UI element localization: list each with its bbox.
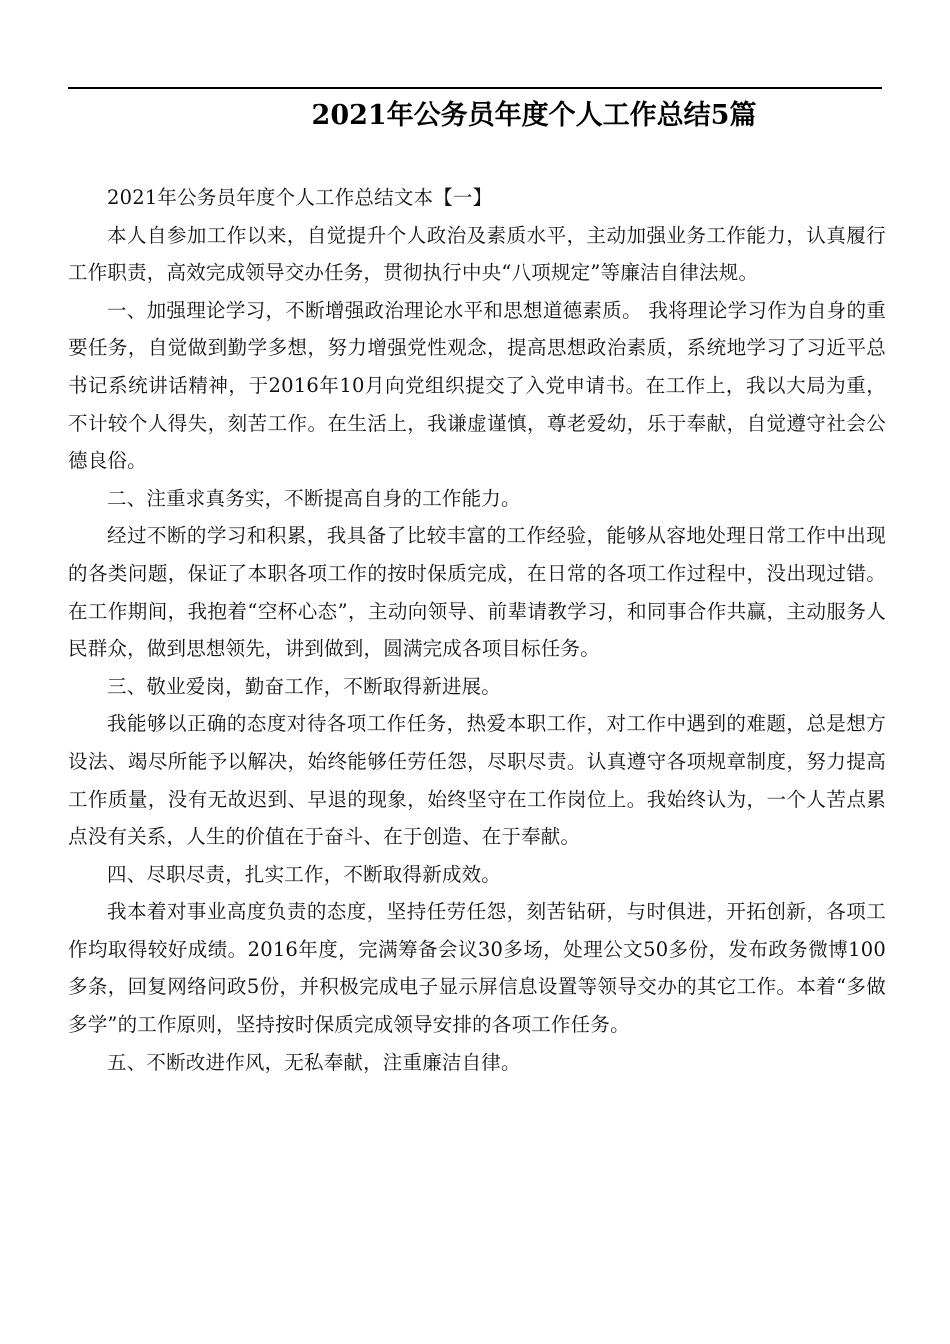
document-body xyxy=(68,179,886,1081)
body-paragraph: 我能够以正确的态度对待各项工作任务，热爱本职工作，对工作中遇到的难题，总是想方设法、竭尽所能予以解决，始终能够任劳任怨，尽职尽责。认真遵守各项规章制度，努力提高工作质量，没有无故迟到、早退的现象，始终坚守在工作岗位上。我始终认为，一个人苦点累点没有关系，人生的价值在于奋斗、在于创造、在于奉献。 xyxy=(68,712,886,849)
body-paragraph: 我本着对事业高度负责的态度，坚持任劳任怨，刻苦钻研，与时俱进，开拓创新，各项工作均取得较好成绩。2016年度，完满筹备会议30多场，处理公文50多份，发布政务微博100多条，回复网络问政5份，并积极完成电子显示屏信息设置等领导交办的其它工作。本着“多做多学”的工作原则，坚持按时保质完成领导安排的各项工作任务。 xyxy=(68,900,886,1037)
header-rule xyxy=(68,87,882,89)
section-heading: 五、不断改进作风，无私奉献，注重廉洁自律。 xyxy=(107,1050,521,1074)
body-paragraph: 经过不断的学习和积累，我具备了比较丰富的工作经验，能够从容地处理日常工作中出现的各类问题，保证了本职各项工作的按时保质完成，在日常的各项工作过程中，没出现过错。在工作期间，我抱着“空杯心态”，主动向领导、前辈请教学习，和同事合作共赢，主动服务人民群众，做到思想领先，讲到做到，圆满完成各项目标任务。 xyxy=(68,524,886,661)
body-paragraph: 一、加强理论学习，不断增强政治理论水平和思想道德素质。 我将理论学习作为自身的重要任务，自觉做到勤学多想，努力增强党性观念，提高思想政治素质，系统地学习了习近平总书记系统讲话精神，于2016年10月向党组织提交了入党申请书。在工作上，我以大局为重，不计较个人得失，刻苦工作。在生活上，我谦虚谨慎，尊老爱幼，乐于奉献，自觉遵守社会公德良俗。 xyxy=(68,298,886,473)
section-heading: 2021年公务员年度个人工作总结文本【一】 xyxy=(107,186,493,209)
document-title: 2021年公务员年度个人工作总结5篇 xyxy=(311,100,757,131)
body-paragraph: 本人自参加工作以来，自觉提升个人政治及素质水平，主动加强业务工作能力，认真履行工作职责，高效完成领导交办任务，贯彻执行中央“八项规定”等廉洁自律法规。 xyxy=(68,223,886,285)
section-heading: 四、尽职尽责，扎实工作，不断取得新成效。 xyxy=(107,862,502,886)
section-heading: 二、注重求真务实，不断提高自身的工作能力。 xyxy=(107,486,521,510)
section-heading: 三、敬业爱岗，勤奋工作，不断取得新进展。 xyxy=(107,674,502,698)
